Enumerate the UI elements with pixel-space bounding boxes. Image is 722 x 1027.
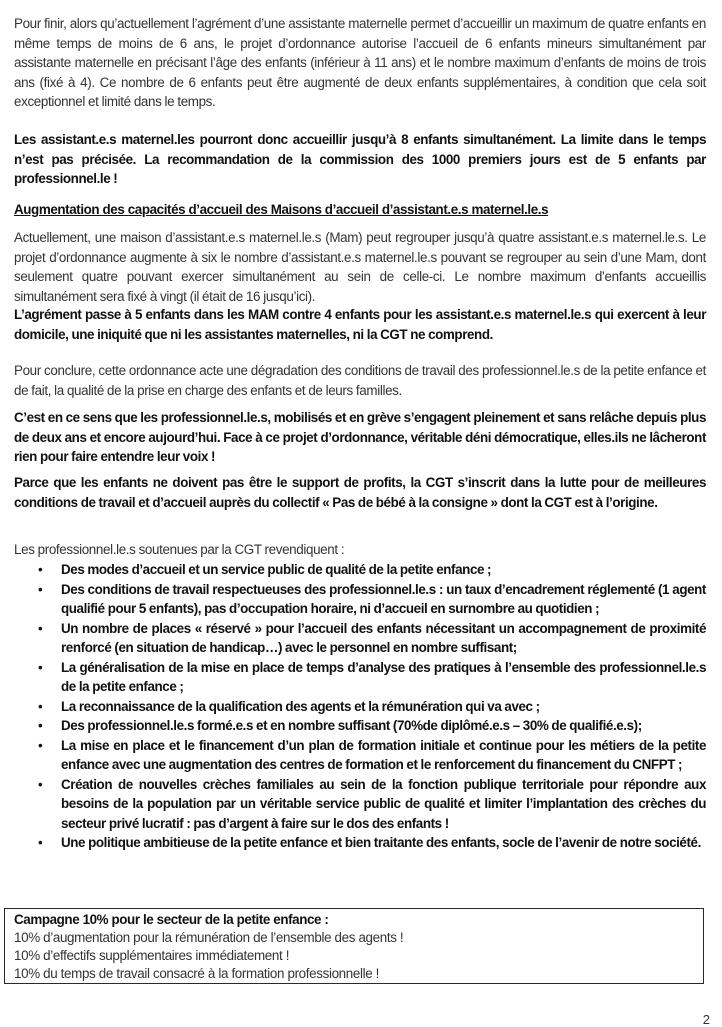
paragraph-8-enfants: Les assistant.e.s maternel.les pourront donc accueillir jusqu’à 8 enfants simultanément. La limite dans le temps n’est pas précisée. La recommandation de la commission des 1000 premiers jours est de 5 enfants par professionnel.le !	[14, 132, 706, 186]
list-item	[14, 560, 706, 580]
list-item-text: Des modes d’accueil et un service public de qualité de la petite enfance ;	[61, 562, 492, 577]
list-item	[14, 716, 706, 736]
bullet-icon: •	[38, 698, 43, 714]
page-number: 2	[702, 1012, 710, 1027]
campaign-box	[4, 908, 704, 984]
campaign-title: Campagne 10% pour le secteur de la petite enfance :	[14, 912, 329, 927]
list-item	[14, 619, 706, 658]
campaign-line: 10% d’augmentation pour la rémunération de l’ensemble des agents !	[14, 930, 404, 945]
paragraph-agrement-assistante: Pour finir, alors qu’actuellement l’agrément d’une assistante maternelle permet d’accueillir un maximum de quatre enfants en même temps de moins de 6 ans, le projet d’ordonnance autorise l’accueil de 6 enfants mineurs simultanément par assistante maternelle en précisant l’âge des enfants (inférieur à 11 ans) et le nombre maximum d’enfants de moins de trois ans (fixé à 4). Ce nombre de 6 enfants peut être augmenté de deux enfants supplémentaires, à condition que cela soit exceptionnel et limité dans le temps.	[14, 16, 706, 109]
campaign-line: 10% du temps de travail consacré à la formation professionnelle !	[14, 966, 380, 981]
bullet-icon: •	[38, 835, 43, 850]
list-item-text: Création de nouvelles crèches familiales au sein de la fonction publique territoriale pour répondre aux besoins de la population par un véritable service public de qualité et limiter l’implantation des crèches du secteur privé lucratif : pas d’argent à faire sur le dos des enfants !	[61, 776, 706, 831]
bullet-icon: •	[38, 562, 43, 577]
list-item	[14, 697, 706, 717]
list-item	[14, 658, 706, 697]
demands-list	[14, 560, 706, 853]
list-item	[14, 833, 706, 853]
list-item-text: Un nombre de places « réservé » pour l’accueil des enfants nécessitant un accompagnement de proximité renforcé (en situation de handicap…) avec le personnel en nombre suffisant;	[61, 620, 706, 655]
campaign-line: 10% d’effectifs supplémentaires immédiatement !	[14, 948, 290, 963]
demands-intro: Les professionnel.le.s soutenues par la CGT revendiquent :	[14, 542, 345, 557]
paragraph-mobilisation: C’est en ce sens que les professionnel.le.s, mobilisés et en grève s’engagent pleinement et sans relâche depuis plus de deux ans et encore aujourd’hui. Face à ce projet d’ordonnance, véritable déni démocratique, elles.ils ne lâcheront rien pour faire entendre leur voix !	[14, 410, 706, 464]
bullet-icon: •	[38, 737, 43, 753]
bullet-icon: •	[38, 718, 43, 733]
list-item-text: Des conditions de travail respectueuses des professionnel.le.s : un taux d’encadrement réglementé (1 agent qualifié pour 5 enfants), pas d’occupation horaire, ni d’accueil en surnombre au quotidien ;	[61, 581, 706, 616]
list-item	[14, 736, 706, 775]
list-item	[14, 775, 706, 834]
bullet-icon: •	[38, 776, 43, 792]
list-item-text: La mise en place et le financement d’un plan de formation initiale et continue pour les métiers de la petite enfance avec une augmentation des centres de formation et le renforcement du financement du CNFPT ;	[61, 737, 706, 772]
list-item-text: La généralisation de la mise en place de temps d’analyse des pratiques à l’ensemble des professionnel.le.s de la petite enfance ;	[61, 659, 706, 694]
paragraph-mam-capacite: Actuellement, une maison d’assistant.e.s maternel.le.s (Mam) peut regrouper jusqu’à quatre assistant.e.s maternel.le.s. Le projet d’ordonnance augmente à six le nombre d’assistant.e.s maternel.le.s pouvant se regrouper au sein d’une Mam, dont seulement quatre pouvant exercer simultanément au sein de celle-ci. Le nombre maximum d’enfants accueillis simultanément sera fixé à vingt (il était de 16 jusqu’ici).	[14, 230, 706, 304]
paragraph-agrement-mam: L’agrément passe à 5 enfants dans les MAM contre 4 enfants pour les assistant.e.s maternel.le.s qui exercent à leur domicile, une iniquité que ni les assistantes maternelles, ni la CGT ne comprend.	[14, 307, 706, 342]
list-item-text: Des professionnel.le.s formé.e.s et en nombre suffisant (70%de diplômé.e.s – 30% de qualifié.e.s);	[61, 718, 642, 733]
list-item-text: Une politique ambitieuse de la petite enfance et bien traitante des enfants, socle de l’avenir de notre société.	[61, 835, 701, 850]
paragraph-conclusion: Pour conclure, cette ordonnance acte une dégradation des conditions de travail des professionnel.le.s de la petite enfance et de fait, la qualité de la prise en charge des enfants et de leurs familles.	[14, 363, 706, 398]
bullet-icon: •	[38, 659, 43, 675]
paragraph-pas-de-bebe: Parce que les enfants ne doivent pas être le support de profits, la CGT s’inscrit dans la lutte pour de meilleures conditions de travail et d’accueil auprès du collectif « Pas de bébé à la consigne » dont la CGT est à l’origine.	[14, 475, 706, 510]
list-item	[14, 580, 706, 619]
section-heading-mam: Augmentation des capacités d’accueil des Maisons d’accueil d’assistant.e.s maternel.le.s	[14, 202, 549, 217]
bullet-icon: •	[38, 581, 43, 597]
list-item-text: La reconnaissance de la qualification des agents et la rémunération qui va avec ;	[61, 698, 540, 714]
bullet-icon: •	[38, 620, 43, 636]
